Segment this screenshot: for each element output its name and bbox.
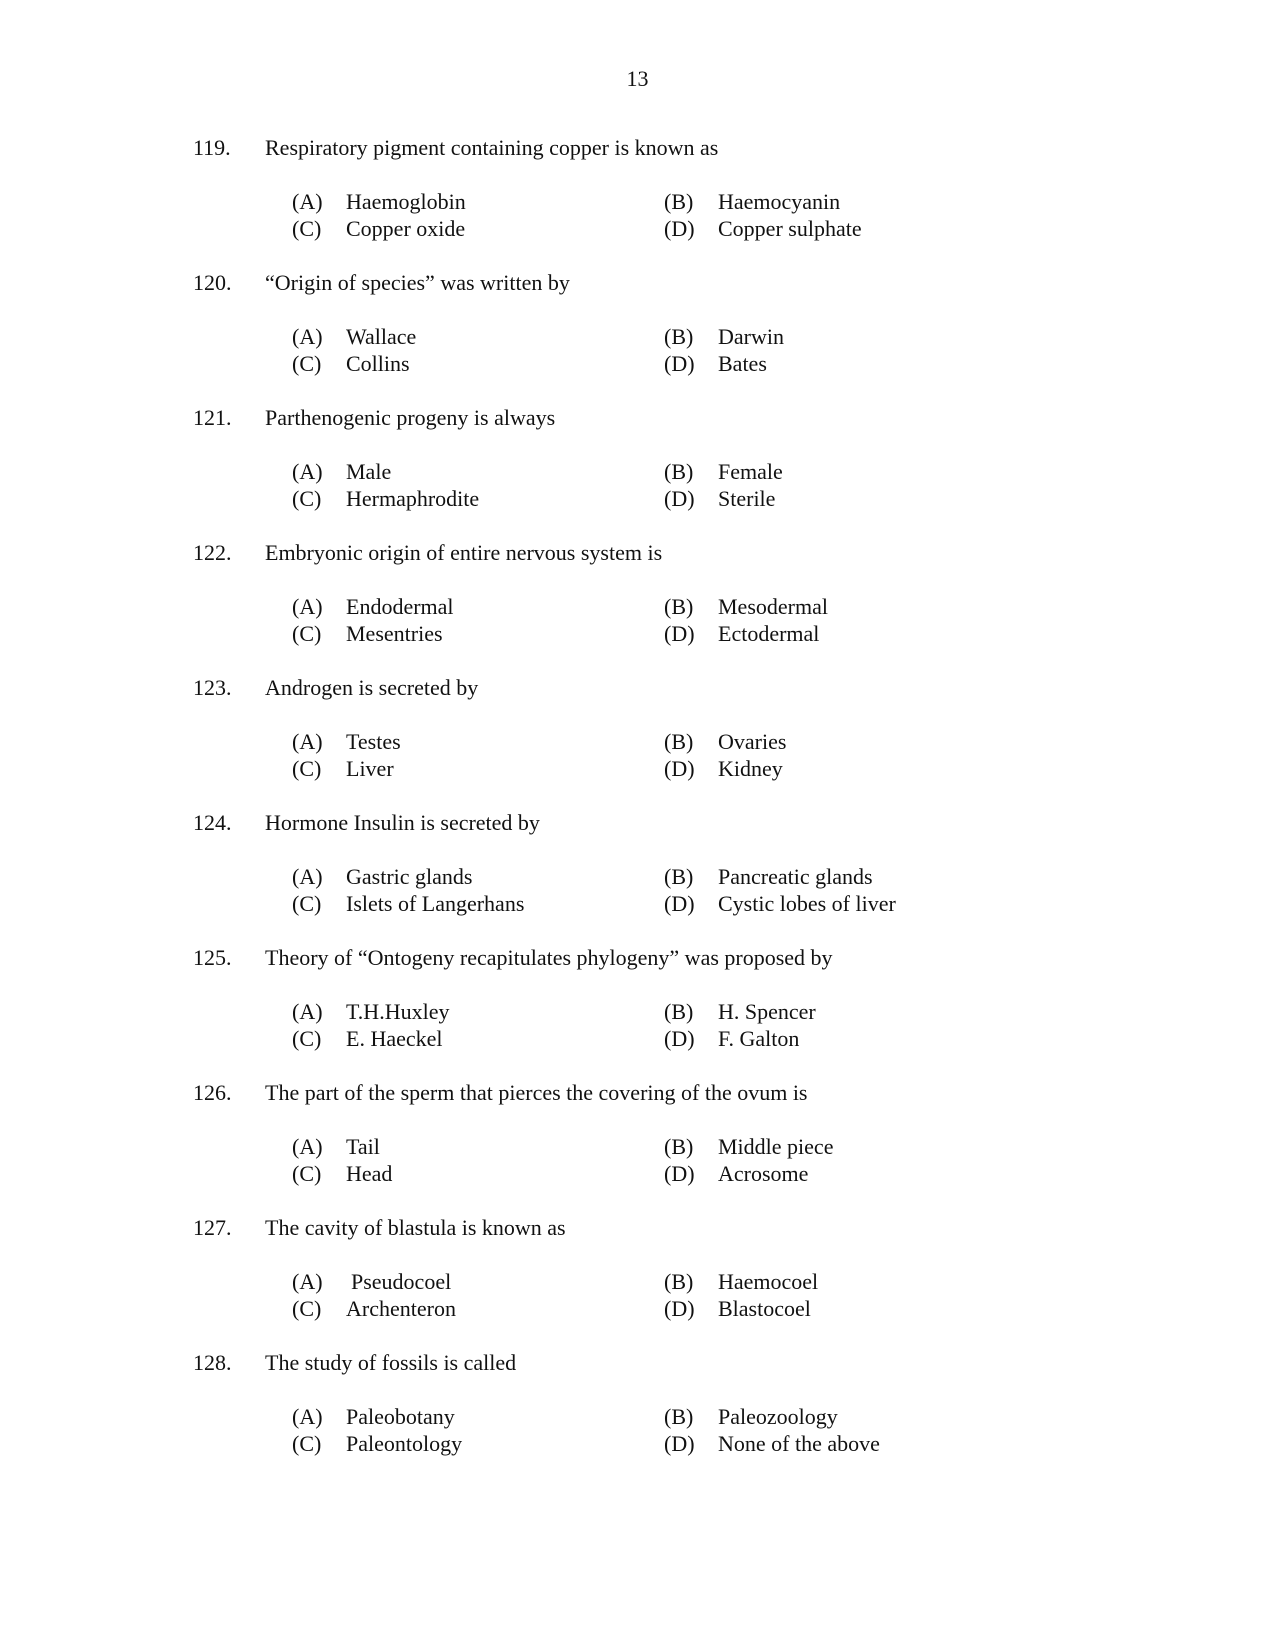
option-letter: (A) [292,594,323,619]
option-letter: (A) [292,864,323,889]
option-letter: (D) [664,486,695,511]
question-number: 127. [193,1215,232,1240]
option-text: Cystic lobes of liver [718,891,896,916]
question-number: 128. [193,1350,232,1375]
question-126 [0,1080,1275,1215]
option-text: Paleontology [346,1431,463,1456]
question-text: Hormone Insulin is secreted by [265,810,540,835]
option-letter: (B) [664,864,694,889]
question-text: Embryonic origin of entire nervous system is [265,540,663,565]
option-letter: (C) [292,756,322,781]
option-text: Haemoglobin [346,189,466,214]
option-letter: (C) [292,1026,322,1051]
question-number: 124. [193,810,232,835]
question-text: The cavity of blastula is known as [265,1215,566,1240]
option-text: F. Galton [718,1026,800,1051]
question-text: The study of fossils is called [265,1350,517,1375]
option-letter: (B) [664,189,694,214]
option-letter: (C) [292,486,322,511]
option-text: Haemocyanin [718,189,841,214]
option-letter: (D) [664,621,695,646]
option-letter: (A) [292,1404,323,1429]
option-text: Ectodermal [718,621,820,646]
option-text: Hermaphrodite [346,486,480,511]
option-text: Paleobotany [346,1404,455,1429]
option-letter: (C) [292,216,322,241]
option-text: Endodermal [346,594,454,619]
option-text: Tail [346,1134,380,1159]
option-letter: (B) [664,1134,694,1159]
question-text: The part of the sperm that pierces the covering of the ovum is [265,1080,808,1105]
option-text: Head [346,1161,393,1186]
question-text: Parthenogenic progeny is always [265,405,556,430]
option-text: Copper oxide [346,216,466,241]
option-letter: (B) [664,594,694,619]
question-number: 120. [193,270,232,295]
option-text: Collins [346,351,410,376]
question-text: Respiratory pigment containing copper is known as [265,135,719,160]
option-letter: (C) [292,621,322,646]
option-text: Ovaries [718,729,787,754]
question-text: “Origin of species” was written by [265,270,570,295]
option-text: Mesodermal [718,594,828,619]
option-letter: (B) [664,729,694,754]
option-letter: (B) [664,999,694,1024]
option-text: Acrosome [718,1161,809,1186]
question-128 [0,1350,1275,1485]
question-number: 121. [193,405,232,430]
option-text: Darwin [718,324,784,349]
option-text: Pancreatic glands [718,864,873,889]
option-text: Gastric glands [346,864,473,889]
option-letter: (D) [664,1161,695,1186]
question-text: Androgen is secreted by [265,675,479,700]
option-letter: (B) [664,459,694,484]
option-text: Copper sulphate [718,216,862,241]
option-letter: (C) [292,891,322,916]
question-121 [0,405,1275,540]
option-letter: (C) [292,351,322,376]
question-123 [0,675,1275,810]
option-text: Kidney [718,756,783,781]
question-120 [0,270,1275,405]
option-letter: (A) [292,324,323,349]
option-letter: (A) [292,729,323,754]
question-number: 122. [193,540,232,565]
option-letter: (C) [292,1296,322,1321]
option-letter: (A) [292,459,323,484]
question-124 [0,810,1275,945]
option-text: Blastocoel [718,1296,811,1321]
option-letter: (C) [292,1431,322,1456]
option-letter: (D) [664,1431,695,1456]
question-125 [0,945,1275,1080]
question-119 [0,135,1275,270]
question-number: 126. [193,1080,232,1105]
option-letter: (D) [664,891,695,916]
option-text: Mesentries [346,621,443,646]
page-number: 13 [626,66,649,91]
option-text: T.H.Huxley [346,999,450,1024]
option-letter: (D) [664,351,695,376]
option-text: Paleozoology [718,1404,838,1429]
option-text: Male [346,459,392,484]
option-letter: (D) [664,1026,695,1051]
option-letter: (A) [292,999,323,1024]
option-letter: (B) [664,1404,694,1429]
question-122 [0,540,1275,675]
question-number: 119. [193,135,231,160]
option-text: Haemocoel [718,1269,819,1294]
option-text: Islets of Langerhans [346,891,525,916]
question-number: 123. [193,675,232,700]
option-letter: (A) [292,1134,323,1159]
question-text: Theory of “Ontogeny recapitulates phylogeny” was proposed by [265,945,833,970]
option-text: None of the above [718,1431,880,1456]
option-letter: (D) [664,756,695,781]
option-letter: (D) [664,1296,695,1321]
option-text: Pseudocoel [351,1269,452,1294]
option-text: Female [718,459,783,484]
option-text: Testes [346,729,401,754]
option-text: Wallace [346,324,417,349]
option-letter: (B) [664,1269,694,1294]
option-text: Archenteron [346,1296,456,1321]
option-letter: (D) [664,216,695,241]
option-text: Middle piece [718,1134,834,1159]
option-text: Sterile [718,486,776,511]
question-list [0,135,1275,1485]
option-text: Bates [718,351,767,376]
question-number: 125. [193,945,232,970]
question-127 [0,1215,1275,1350]
option-letter: (A) [292,189,323,214]
option-text: H. Spencer [718,999,816,1024]
option-text: Liver [346,756,394,781]
option-letter: (A) [292,1269,323,1294]
option-text: E. Haeckel [346,1026,443,1051]
option-letter: (B) [664,324,694,349]
option-letter: (C) [292,1161,322,1186]
